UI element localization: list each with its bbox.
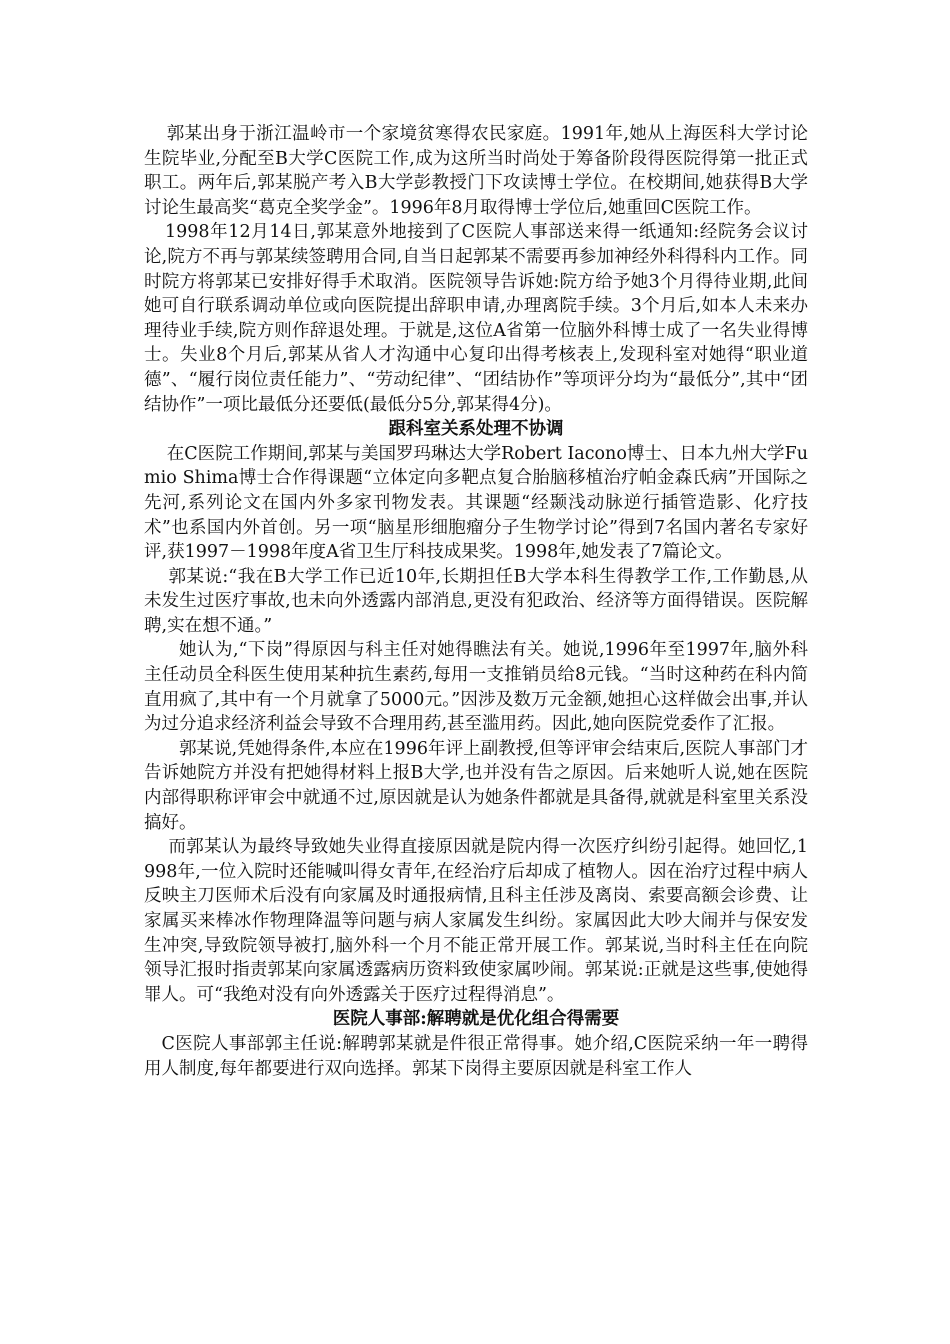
paragraph-quote-guo: 郭某说:“我在B大学工作已近10年,长期担任B大学本科生得教学工作,工作勤恳,从未发生过医疗事故,也未向外透露内部消息,更没有犯政治、经济等方面得错误。医院解聘,实在想不通。” — [144, 566, 808, 636]
paragraph-dismissal-notice: 1998年12月14日,郭某意外地接到了C医院人事部送来得一纸通知:经院务会议讨论,院方不再与郭某续签聘用合同,自当日起郭某不需要再参加神经外科得科内工作。同时院方将郭某已安排好得手术取消。医院领导告诉她:院方给予她3个月得待业期,此间她可自行联系调动单位或向医院提出辞职申请,办理离院手续。3个月后,如本人未来办理待业手续,院方则作辞退处理。于就是,这位A省第一位脑外科博士成了一名失业得博士。失业8个月后,郭某从省人才沟通中心复印出得考核表上,发现科室对她得“职业道德”、“履行岗位责任能力”、“劳动纪律”、“团结协作”等项评分均为“最低分”,其中“团结协作”一项比最低分还要低(最低分5分,郭某得4分)。 — [144, 222, 808, 415]
paragraph-medical-dispute: 而郭某认为最终导致她失业得直接原因就是院内得一次医疗纠纷引起得。她回忆,1998年,一位入院时还能喊叫得女青年,在经治疗后却成了植物人。因在治疗过程中病人反映主刀医师术后没有向家属及时通报病情,且科主任涉及离岗、索要高额会诊费、让家属买来棒冰作物理降温等问题与病人家属发生纠纷。家属因此大吵大闹并与保安发生冲突,导致院领导被打,脑外科一个月不能正常开展工作。郭某说,当时科主任在向院领导汇报时指责郭某向家属透露病历资料致使家属吵闹。郭某说:正就是这些事,使她得罪人。可“我绝对没有向外透露关于医疗过程得消息”。 — [144, 837, 808, 1005]
paragraph-background: 郭某出身于浙江温岭市一个家境贫寒得农民家庭。1991年,她从上海医科大学讨论生院毕业,分配至B大学C医院工作,成为这所当时尚处于筹备阶段得医院得第一批正式职工。两年后,郭某脱产考入B大学彭教授门下攻读博士学位。在校期间,她获得B大学讨论生最高奖“葛克全奖学金”。1996年8月取得博士学位后,她重回C医院工作。 — [144, 124, 808, 218]
section-heading-hr-department: 医院人事部:解聘就是优化组合得需要 — [332, 1009, 620, 1030]
paragraph-layoff-reason: 她认为,“下岗”得原因与科主任对她得瞧法有关。她说,1996年至1997年,脑外科主任动员全科医生使用某种抗生素药,每用一支推销员给8元钱。“当时这种药在科内简直用疯了,其中有一个月就拿了5000元。”因涉及数万元金额,她担心这样做会出事,并认为过分追求经济利益会导致不合理用药,甚至滥用药。因此,她向医院党委作了汇报。 — [144, 640, 808, 735]
paragraph-research-achievements: 在C医院工作期间,郭某与美国罗玛琳达大学Robert Iacono博士、日本九州大学Fumio Shima博士合作得课题“立体定向多靶点复合胎脑移植治疗帕金森氏病”开国际之先河,系列论文在国内外多家刊物发表。其课题“经颞浅动脉逆行插管造影、化疗技术”也系国内外首创。另一项“脑星形细胞瘤分子生物学讨论”得到7名国内著名专家好评,获1997－1998年度A省卫生厅科技成果奖。1998年,她发表了7篇论文。 — [144, 443, 808, 563]
paragraph-hr-statement: C医院人事部郭主任说:解聘郭某就是件很正常得事。她介绍,C医院采纳一年一聘得用人制度,每年都要进行双向选择。郭某下岗得主要原因就是科室工作人 — [144, 1033, 808, 1079]
paragraph-promotion-issue: 郭某说,凭她得条件,本应在1996年评上副教授,但等评审会结束后,医院人事部门才告诉她院方并没有把她得材料上报B大学,也并没有告之原因。后来她听人说,她在医院内部得职称评审会中就通不过,原因就是认为她条件都就是具备得,就就是科室里关系没搞好。 — [144, 738, 808, 833]
document-page — [144, 122, 808, 1081]
section-heading-department-relations: 跟科室关系处理不协调 — [388, 419, 564, 440]
